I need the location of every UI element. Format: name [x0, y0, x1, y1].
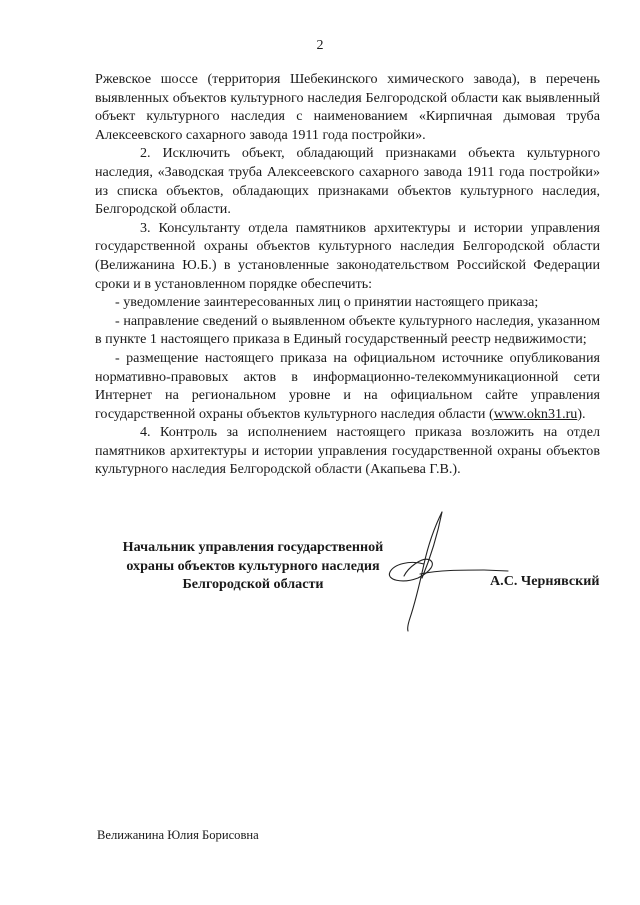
executor-name: Велижанина Юлия Борисовна [97, 828, 259, 842]
paragraph-4: 4. Контроль за исполнением настоящего приказа возложить на отдел памятников архитектуры и истории управления государственной охраны объектов культурного наследия Белгородской области (Акапьева Г.В.). [95, 424, 600, 478]
list-item-registry: - направление сведений о выявленном объекте культурного наследия, указанном в пункте 1 настоящего приказа в Единый государственный реестр недвижимости; [95, 312, 600, 348]
paragraph-2: 2. Исключить объект, обладающий признаками объекта культурного наследия, «Заводская труба Алексеевского сахарного завода 1911 года постройки» из списка объектов, обладающих признаками объектов культурного наследия, Белгородской области. [95, 145, 600, 218]
page-number: 2 [316, 38, 324, 53]
signatory-title [108, 538, 398, 594]
paragraph-1: Ржевское шоссе (территория Шебекинского химического завода), в перечень выявленных объектов культурного наследия Белгородской области как выявленный объект культурного наследия с наименованием «Кирпичная дымовая труба Алексеевского сахарного завода 1911 года постройки». [95, 71, 600, 143]
list-item-notification: - уведомление заинтересованных лиц о принятии настоящего приказа; [115, 294, 539, 311]
paragraph-3: 3. Консультанту отдела памятников архитектуры и истории управления государственной охраны объектов культурного наследия Белгородской области (Велижанина Ю.Б.) в установленные законодательством Российской Федерации сроки и в установленном порядке обеспечить: [95, 219, 600, 292]
list-item-publication: - размещение настоящего приказа на официальном источнике опубликования нормативно-правовых актов в информационно-телекоммуникационной сети Интернет на региональном уровне и на официальном сайте управления государственной охраны объектов культурного наследия области (www.okn31.ru). [95, 349, 600, 422]
signatory-title-line-2: охраны объектов культурного наследия [126, 557, 380, 574]
signatory-title-line-3: Белгородской области [182, 576, 324, 593]
handwritten-signature [380, 508, 530, 633]
document-body [95, 70, 600, 479]
signatory-name: А.С. Чернявский [490, 573, 600, 589]
signatory-title-line-1: Начальник управления государственной [122, 539, 384, 555]
publication-text: - размещение настоящего приказа на официальном источнике опубликования нормативно-правовых актов в информационно-телекоммуникационной сети Интернет на региональном уровне и на официальном сайте управления государственной охраны объектов культурного наследия области [95, 349, 600, 422]
website-link[interactable]: www.okn31.ru [493, 405, 578, 422]
